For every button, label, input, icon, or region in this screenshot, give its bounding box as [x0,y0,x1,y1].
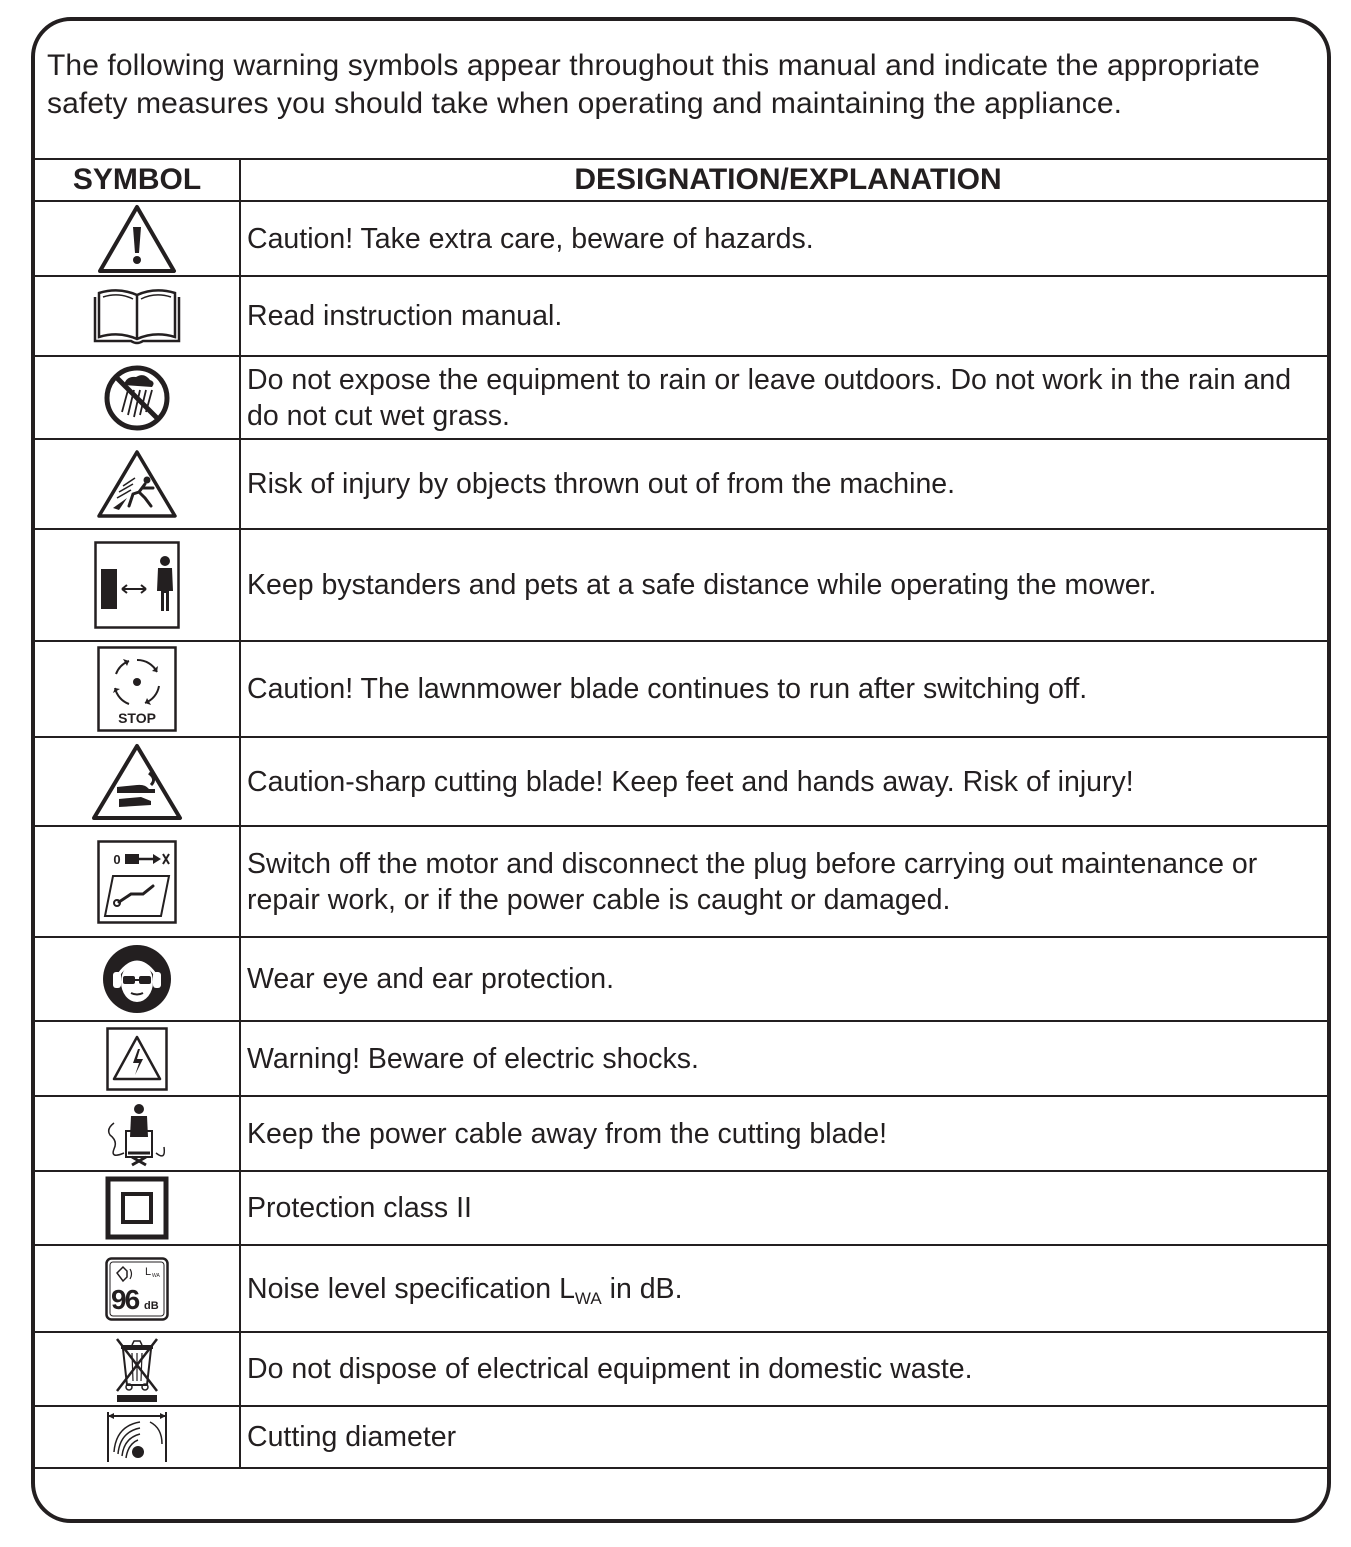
symbol-cell [35,1096,240,1171]
designation-cell: Keep the power cable away from the cutting blade! [240,1096,1331,1171]
symbol-cell [35,201,240,276]
electric-shock-icon [106,1027,168,1091]
designation-cell: Do not dispose of electrical equipment in domestic waste. [240,1332,1331,1406]
table-row [35,356,1331,439]
designation-cell: Keep bystanders and pets at a safe distance while operating the mower. [240,529,1331,641]
symbols-frame [31,17,1331,1523]
table-row [35,641,1331,737]
table-row [35,826,1331,937]
symbol-column-header: SYMBOL [35,159,240,201]
table-row [35,1096,1331,1171]
noise-label-sub: WA [152,1272,160,1279]
symbol-cell [35,1245,240,1332]
table-row [35,276,1331,356]
symbol-cell [35,1171,240,1245]
symbol-cell [35,529,240,641]
symbols-table [35,158,1331,1469]
table-row [35,1245,1331,1332]
designation-column-header: DESIGNATION/EXPLANATION [240,159,1331,201]
noise-text-main: Noise level specification L [247,1272,575,1305]
table-row [35,1406,1331,1468]
table-header-row [35,159,1331,201]
symbol-cell [35,937,240,1021]
symbol-cell [35,1021,240,1096]
designation-cell: Caution-sharp cutting blade! Keep feet and hands away. Risk of injury! [240,737,1331,826]
no-rain-icon [102,363,172,433]
designation-cell: Wear eye and ear protection. [240,937,1331,1021]
symbol-cell [35,641,240,737]
symbol-cell [35,439,240,529]
symbol-cell [35,826,240,937]
designation-cell [240,1245,1331,1332]
designation-cell: Switch off the motor and disconnect the plug before carrying out maintenance or repair work, or if the power cable is caught or damaged. [240,826,1331,937]
noise-text-sub: WA [574,1288,602,1308]
table-row [35,1332,1331,1406]
thrown-objects-icon [95,448,179,520]
symbol-cell [35,737,240,826]
switch-off-label: 0 [113,851,121,867]
designation-cell: Cutting diameter [240,1406,1331,1468]
noise-level-icon [105,1257,169,1321]
cutting-diameter-icon [106,1412,168,1462]
noise-text-end: in dB. [601,1272,683,1305]
read-manual-icon [91,287,183,345]
symbol-cell [35,356,240,439]
warning-triangle-icon [96,203,178,275]
symbol-cell [35,276,240,356]
cable-away-from-blade-icon [106,1101,168,1167]
symbol-cell [35,1332,240,1406]
symbol-cell [35,1406,240,1468]
no-domestic-waste-icon [112,1335,162,1403]
noise-unit: dB [144,1299,159,1312]
table-row [35,529,1331,641]
blade-rotation-stop-icon [97,646,177,732]
designation-cell: Warning! Beware of electric shocks. [240,1021,1331,1096]
noise-label-letter: L [145,1265,152,1278]
protection-class-ii-icon [105,1176,169,1240]
stop-label: STOP [118,710,156,726]
sharp-blade-icon [91,743,183,821]
table-row [35,439,1331,529]
unplug-maintenance-icon [97,840,177,924]
designation-cell: Caution! Take extra care, beware of hazards. [240,201,1331,276]
bystander-distance-icon [94,541,180,629]
designation-cell: Read instruction manual. [240,276,1331,356]
designation-cell: Caution! The lawnmower blade continues to run after switching off. [240,641,1331,737]
designation-cell: Risk of injury by objects thrown out of from the machine. [240,439,1331,529]
table-row [35,1021,1331,1096]
designation-cell: Do not expose the equipment to rain or leave outdoors. Do not work in the rain and do not cut wet grass. [240,356,1331,439]
table-row [35,937,1331,1021]
designation-cell: Protection class II [240,1171,1331,1245]
table-row [35,737,1331,826]
table-row [35,201,1331,276]
table-row [35,1171,1331,1245]
noise-value: 96 [111,1283,139,1315]
intro-paragraph: The following warning symbols appear throughout this manual and indicate the appropriate safety measures you should take when operating and maintaining the appliance. [47,49,1260,120]
eye-ear-protection-icon [102,944,172,1014]
